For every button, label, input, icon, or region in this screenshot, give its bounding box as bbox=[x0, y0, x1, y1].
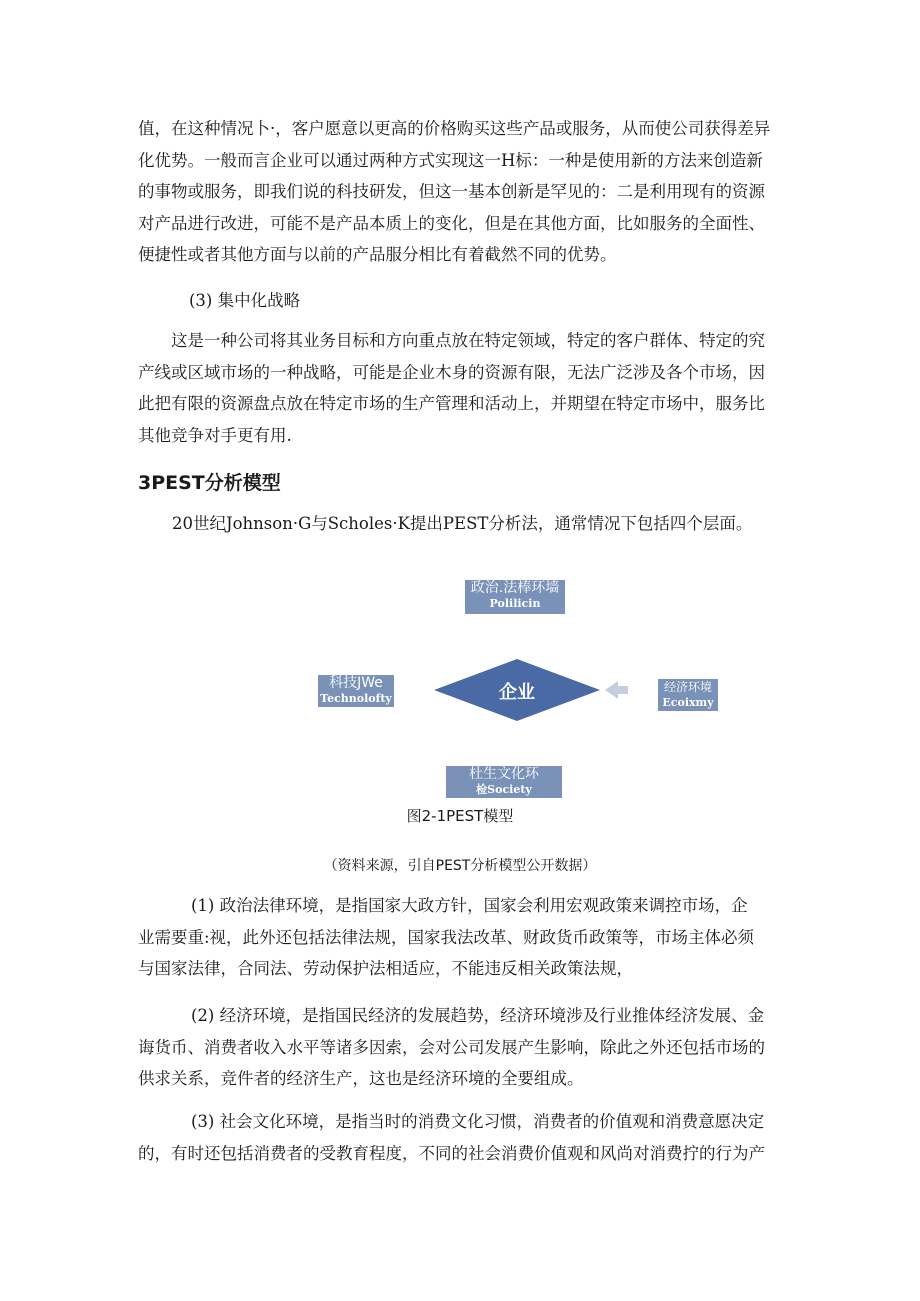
social-label: 杜生文化环 bbox=[469, 766, 539, 782]
technology-label: 科技JWe bbox=[329, 675, 383, 691]
text-line: 此把有限的资源盘点放在特定市场的生产管理和活动上，并期望在特定市场中，服务比 bbox=[138, 394, 765, 413]
text-line: 与国家法律，合同法、劳动保护法相适应，不能违反相关政策法规， bbox=[138, 959, 633, 978]
text-line: 化优势。一般而言企业可以通过两种方式实现这一H标：一种是使用新的方法来创造新 bbox=[138, 150, 763, 170]
text-line: 产线或区域市场的一种战略，可能是企业木身的资源有限，无法广泛涉及各个市场，因 bbox=[138, 362, 765, 382]
focus-strategy-paragraph bbox=[138, 325, 786, 451]
technology-label-en: Technolofty bbox=[320, 692, 392, 705]
text-line: 值，在这种情况卜·，客户愿意以更高的价格购买这些产品或服务，从而使公司获得差异 bbox=[138, 119, 771, 138]
text-line: 的，有时还包括消费者的受教育程度，不同的社会消费价值观和风尚对消费拧的行为产 bbox=[138, 1143, 765, 1163]
text-line: 便捷性或者其他方面与以前的产品服分相比有着截然不同的优势。 bbox=[138, 245, 617, 264]
text-line: 诲货币、消费者收入水平等诸多因索，会对公司发展产生影响，除此之外还包括市场的 bbox=[138, 1037, 765, 1057]
arrow-left-icon bbox=[605, 681, 628, 699]
subsection-label: (3) 集中化战略 bbox=[189, 291, 301, 310]
economic-label-en: Ecoixmy bbox=[662, 696, 714, 709]
section-heading: 3PEST分析模型 bbox=[138, 472, 281, 494]
social-cultural-paragraph bbox=[138, 1106, 786, 1169]
social-label-en: 检Society bbox=[476, 783, 532, 796]
economic-paragraph bbox=[138, 1000, 786, 1095]
pest-diagram bbox=[300, 570, 740, 805]
text-line: 对产品进行改进，可能不是产品本质上的变化，但是在其他方面，比如服务的全面性、 bbox=[138, 213, 765, 233]
source-note: （资料来源，引自PEST分析模型公开数据） bbox=[323, 858, 597, 874]
intro-paragraph bbox=[138, 113, 786, 271]
subsection-title bbox=[189, 285, 589, 317]
political-legal-paragraph bbox=[138, 890, 786, 985]
political-label: 政治.法棒环墙 bbox=[470, 580, 560, 596]
text-line: (3) 社会文化环境，是指当时的消费文化习惯，消费者的价值观和消费意愿决定 bbox=[191, 1112, 765, 1131]
text-line: 这是一种公司将其业务目标和方向重点放在特定领域，特定的客户群体、特定的究 bbox=[171, 331, 765, 350]
text-line: 供求关系，竞件者的经济生产，这也是经济环境的全要组成。 bbox=[138, 1069, 584, 1088]
text-line: (1) 政治法律环境，是指国家大政方针，国家会利用宏观政策来调控市场，企 bbox=[191, 896, 748, 915]
political-label-en: Polilicin bbox=[489, 597, 541, 610]
figure-caption: 图2-1PEST模型 bbox=[406, 807, 514, 825]
text-line: 20世纪Johnson·G与Scholes·K提出PEST分析法，通常情况下包括四个层面。 bbox=[172, 514, 753, 533]
text-line: 的事物或服务，即我们说的科技研发，但这一基本创新是罕见的：二是利用现有的资源 bbox=[138, 182, 765, 201]
section-intro bbox=[172, 508, 792, 540]
economic-label: 经济环境 bbox=[663, 680, 712, 694]
text-line: (2) 经济环境，是指国民经济的发展趋势，经济环境涉及行业推体经济发展、金 bbox=[191, 1006, 765, 1025]
text-line: 其他竞争对手更有用. bbox=[138, 425, 292, 445]
text-line: 业需要重:视，此外还包括法律法规，国家我法改革、财政货币政策等，市场主体必须 bbox=[138, 927, 755, 947]
enterprise-label: 企业 bbox=[499, 682, 535, 703]
